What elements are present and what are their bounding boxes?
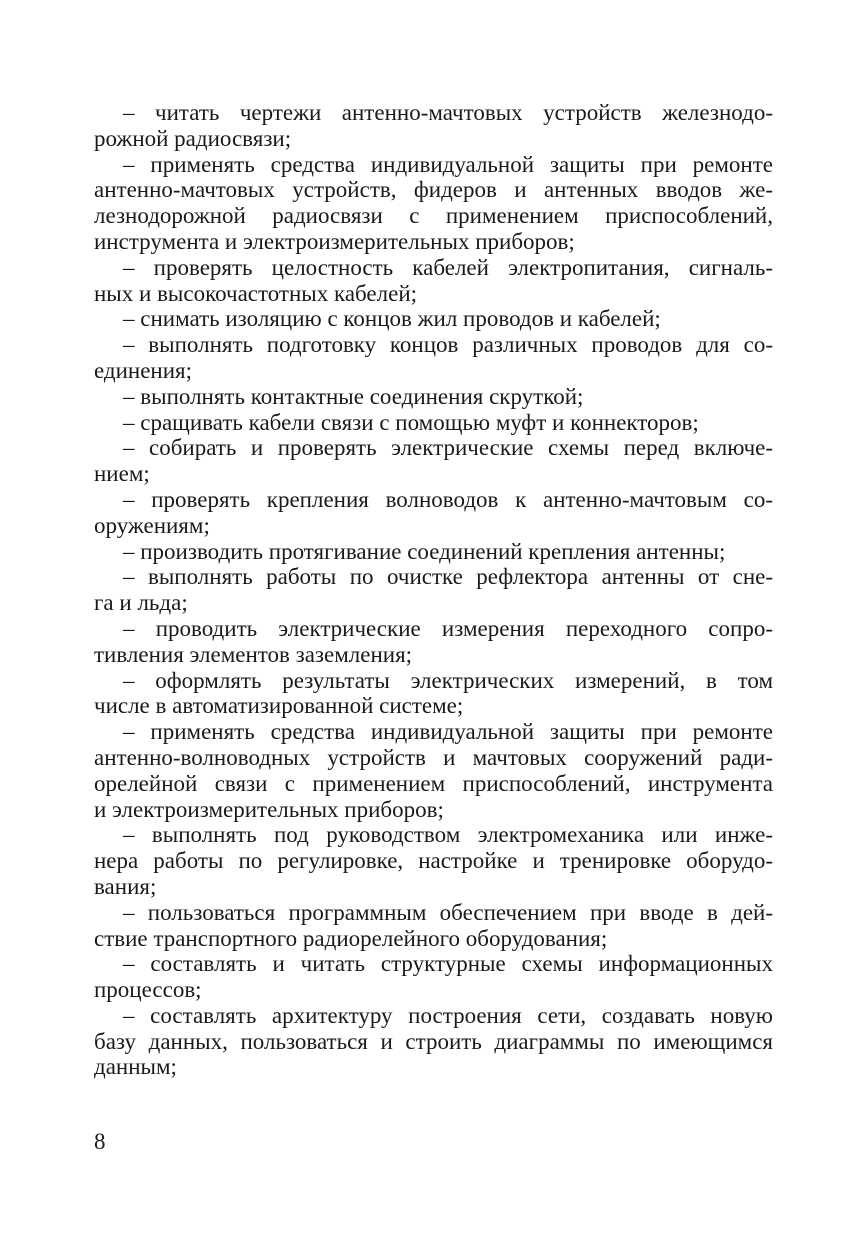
list-item-line: ствие транспортного радиорелейного оборудования; (94, 925, 608, 951)
list-item-line: – составлять архитектуру построения сети, создавать новую (123, 1002, 773, 1028)
list-item (94, 100, 773, 152)
list-item-line: – оформлять результаты электрических измерений, в том (123, 667, 773, 693)
skills-list (94, 100, 773, 1080)
list-item (94, 384, 773, 410)
list-item-line: числе в автоматизированной системе; (94, 693, 464, 719)
list-item-line: антенно-мачтовых устройств, фидеров и антенных вводов же- (94, 177, 773, 203)
list-item-line: – читать чертежи антенно-мачтовых устройств железнодо- (123, 100, 773, 125)
list-item-line: и электроизмерительных приборов; (94, 796, 444, 822)
list-item (94, 435, 773, 487)
list-item-line: – проверять крепления волноводов к антенно-мачтовым со- (123, 486, 773, 512)
list-item (94, 564, 773, 616)
list-item-line: данным; (94, 1054, 177, 1080)
list-item-line: орелейной связи с применением приспособлений, инструмента (94, 770, 773, 796)
list-item (94, 255, 773, 307)
list-item-line: – производить протягивание соединений крепления антенны; (123, 538, 726, 564)
list-item (94, 616, 773, 668)
list-item-line: нием; (94, 461, 150, 487)
list-item-line: – составлять и читать структурные схемы информационных (123, 951, 773, 977)
list-item-line: – пользоваться программным обеспечением при вводе в дей- (123, 899, 773, 925)
list-item-line: вания; (94, 873, 157, 899)
list-item (94, 152, 773, 255)
list-item (94, 306, 773, 332)
list-item (94, 900, 773, 952)
list-item-line: – снимать изоляцию с концов жил проводов и кабелей; (123, 306, 661, 332)
list-item (94, 668, 773, 720)
list-item (94, 719, 773, 822)
list-item-line: единения; (94, 357, 193, 383)
list-item-line: – выполнять подготовку концов различных проводов для со- (123, 332, 773, 358)
list-item-line: антенно-волноводных устройств и мачтовых сооружений ради- (94, 744, 773, 770)
list-item-line: – выполнять работы по очистке рефлектора антенны от сне- (123, 564, 773, 590)
page-number: 8 (94, 1129, 106, 1154)
list-item-line: га и льда; (94, 590, 188, 616)
list-item (94, 487, 773, 539)
list-item-line: нера работы по регулировке, настройке и тренировке оборудо- (94, 848, 773, 874)
list-item (94, 951, 773, 1003)
list-item (94, 822, 773, 899)
list-item-line: базу данных, пользоваться и строить диаграммы по имеющимся (94, 1028, 773, 1054)
list-item-line: процессов; (94, 977, 202, 1003)
list-item-line: – собирать и проверять электрические схемы перед включе- (123, 435, 773, 461)
list-item-line: – проводить электрические измерения переходного сопро- (123, 615, 773, 641)
list-item-line: – выполнять под руководством электромеханика или инже- (123, 822, 773, 848)
list-item (94, 1003, 773, 1080)
list-item-line: лезнодорожной радиосвязи с применением приспособлений, (94, 203, 773, 229)
list-item (94, 410, 773, 436)
list-item-line: – выполнять контактные соединения скруткой; (123, 383, 584, 409)
list-item (94, 539, 773, 565)
list-item-line: рожной радиосвязи; (94, 125, 292, 151)
list-item (94, 332, 773, 384)
list-item-line: оружениям; (94, 512, 210, 538)
list-item-line: – применять средства индивидуальной защиты при ремонте (123, 151, 773, 177)
list-item-line: тивления элементов заземления; (94, 641, 413, 667)
list-item-line: ных и высокочастотных кабелей; (94, 280, 418, 306)
list-item-line: – применять средства индивидуальной защиты при ремонте (123, 719, 773, 745)
list-item-line: – проверять целостность кабелей электропитания, сигналь- (123, 254, 773, 280)
list-item-line: – сращивать кабели связи с помощью муфт и коннекторов; (123, 409, 699, 435)
list-item-line: инструмента и электроизмерительных приборов; (94, 228, 575, 254)
